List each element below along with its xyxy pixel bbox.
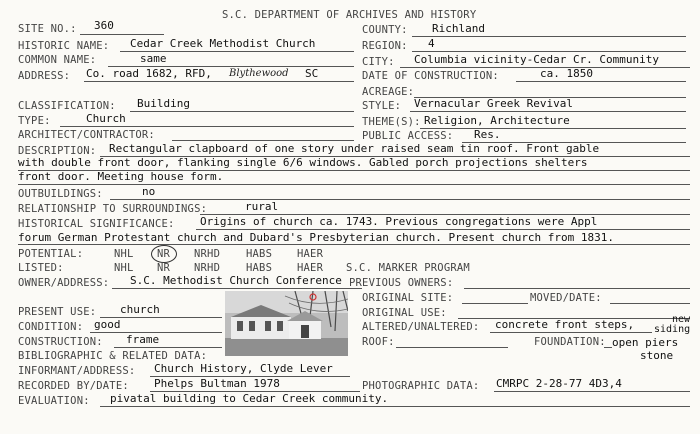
address-state: SC [305, 67, 319, 80]
significance-line-1: Origins of church ca. 1743. Previous congregations were Appl [200, 215, 598, 228]
owner-underline [112, 288, 362, 289]
public-access-value: Res. [474, 128, 501, 141]
architect-label: ARCHITECT/CONTRACTOR: [18, 129, 155, 141]
relationship-label: RELATIONSHIP TO SURROUNDINGS: [18, 203, 208, 215]
county-value: Richland [432, 22, 485, 35]
photographic-label: PHOTOGRAPHIC DATA: [362, 380, 480, 392]
outbuildings-label: OUTBUILDINGS: [18, 188, 103, 200]
classification-value: Building [137, 97, 190, 110]
foundation-label: FOUNDATION: [534, 336, 606, 348]
original-use-label: ORIGINAL USE: [362, 307, 447, 319]
address-value: Co. road 1682, RFD, [86, 67, 212, 80]
potential-habs: HABS [246, 248, 273, 260]
type-label: TYPE: [18, 115, 51, 127]
owner-label: OWNER/ADDRESS: [18, 277, 110, 289]
informant-label: INFORMANT/ADDRESS: [18, 365, 136, 377]
foundation-underline [604, 347, 612, 348]
photographic-underline [494, 391, 690, 392]
type-underline [60, 126, 354, 127]
listed-nr: NR [157, 262, 171, 274]
construction-label: CONSTRUCTION: [18, 336, 103, 348]
condition-label: CONDITION: [18, 321, 84, 333]
description-label: DESCRIPTION: [18, 145, 97, 157]
county-underline [412, 36, 686, 37]
description-underline-1 [100, 156, 690, 157]
bibliographic-label: BIBLIOGRAPHIC & RELATED DATA: [18, 350, 208, 362]
original-site-underline [462, 303, 528, 304]
altered-underline [490, 332, 652, 333]
evaluation-value: pivatal building to Cedar Creek community. [110, 392, 389, 405]
potential-nr: NR [157, 248, 171, 260]
moved-date-label: MOVED/DATE: [530, 292, 602, 304]
previous-owners-underline [464, 288, 690, 289]
style-value: Vernacular Greek Revival [414, 97, 573, 110]
construction-date-value: ca. 1850 [540, 67, 593, 80]
foundation-value-2: stone [640, 349, 674, 362]
evaluation-label: EVALUATION: [18, 395, 90, 407]
listed-sc-marker: S.C. MARKER PROGRAM [346, 262, 470, 274]
roof-underline [396, 347, 508, 348]
public-access-label: PUBLIC ACCESS: [362, 130, 454, 142]
city-value: Columbia vicinity-Cedar Cr. Community [414, 53, 660, 66]
region-value: 4 [428, 37, 435, 50]
acreage-label: ACREAGE: [362, 86, 415, 98]
condition-value: good [94, 318, 121, 331]
informant-value: Church History, Clyde Lever [154, 362, 333, 375]
description-underline-2 [18, 170, 690, 171]
significance-underline-2 [18, 244, 690, 245]
themes-label: THEME(S): [362, 116, 421, 128]
architect-underline [172, 140, 354, 141]
potential-nhl: NHL [114, 248, 134, 260]
present-use-value: church [120, 303, 160, 316]
significance-label: HISTORICAL SIGNIFICANCE: [18, 218, 175, 230]
region-label: REGION: [362, 40, 408, 52]
description-line-2: with double front door, flanking single 6/6 windows. Gabled porch projections shelters [18, 156, 588, 169]
themes-underline [420, 128, 686, 129]
church-photo-drawing [225, 291, 348, 356]
relationship-value: rural [245, 200, 279, 213]
common-name-value: same [140, 52, 167, 65]
outbuildings-underline [110, 199, 690, 200]
classification-underline [130, 111, 354, 112]
building-photo [225, 291, 348, 356]
themes-value: Religion, Architecture [424, 114, 570, 127]
historic-name-label: HISTORIC NAME: [18, 40, 110, 52]
photographic-value: CMRPC 2-28-77 4D3,4 [496, 377, 622, 390]
address-handwritten: Blythewood [229, 68, 289, 79]
altered-extra-2: siding [654, 324, 691, 335]
site-no-label: SITE NO.: [18, 23, 77, 35]
construction-underline [114, 347, 222, 348]
potential-label: POTENTIAL: [18, 248, 84, 260]
altered-label: ALTERED/UNALTERED: [362, 321, 480, 333]
description-underline-3 [18, 184, 690, 185]
evaluation-underline [100, 406, 690, 407]
description-line-3: front door. Meeting house form. [18, 170, 224, 183]
owner-value: S.C. Methodist Church Conference [130, 274, 342, 287]
listed-label: LISTED: [18, 262, 64, 274]
classification-label: CLASSIFICATION: [18, 100, 116, 112]
county-label: COUNTY: [362, 24, 408, 36]
significance-line-2: forum German Protestant church and Dubard's Presbyterian church. Present church from 1831. [18, 231, 615, 244]
recorded-value: Phelps Bultman 1978 [154, 377, 280, 390]
listed-habs: HABS [246, 262, 273, 274]
description-line-1: Rectangular clapboard of one story under raised seam tin roof. Front gable [109, 142, 600, 155]
recorded-label: RECORDED BY/DATE: [18, 380, 129, 392]
historic-name-value: Cedar Creek Methodist Church [130, 37, 316, 50]
present-use-label: PRESENT USE: [18, 306, 97, 318]
altered-extra-1: new [672, 314, 691, 325]
potential-haer: HAER [297, 248, 324, 260]
type-value: Church [86, 112, 126, 125]
listed-nhl: NHL [114, 262, 134, 274]
potential-nrhd: NRHD [194, 248, 221, 260]
original-site-label: ORIGINAL SITE: [362, 292, 454, 304]
address-label: ADDRESS: [18, 70, 71, 82]
outbuildings-value: no [142, 185, 156, 198]
construction-date-label: DATE OF CONSTRUCTION: [362, 70, 499, 82]
previous-owners-label: PREVIOUS OWNERS: [349, 277, 454, 289]
significance-underline-1 [196, 229, 690, 230]
site-no-value: 360 [94, 19, 114, 32]
construction-date-underline [516, 81, 686, 82]
altered-value: concrete front steps, [495, 318, 635, 331]
region-underline [412, 51, 686, 52]
roof-label: ROOF: [362, 336, 395, 348]
style-underline [410, 111, 686, 112]
style-label: STYLE: [362, 100, 402, 112]
listed-nrhd: NRHD [194, 262, 221, 274]
foundation-value-1: open piers [612, 336, 679, 349]
moved-date-underline [610, 303, 690, 304]
address-underline [84, 81, 354, 82]
listed-haer: HAER [297, 262, 324, 274]
site-no-underline [80, 34, 164, 35]
potential-nr-circle [151, 245, 177, 263]
city-label: CITY: [362, 56, 395, 68]
common-name-label: COMMON NAME: [18, 54, 97, 66]
construction-value: frame [126, 333, 160, 346]
agency-header: S.C. DEPARTMENT OF ARCHIVES AND HISTORY [222, 9, 477, 21]
